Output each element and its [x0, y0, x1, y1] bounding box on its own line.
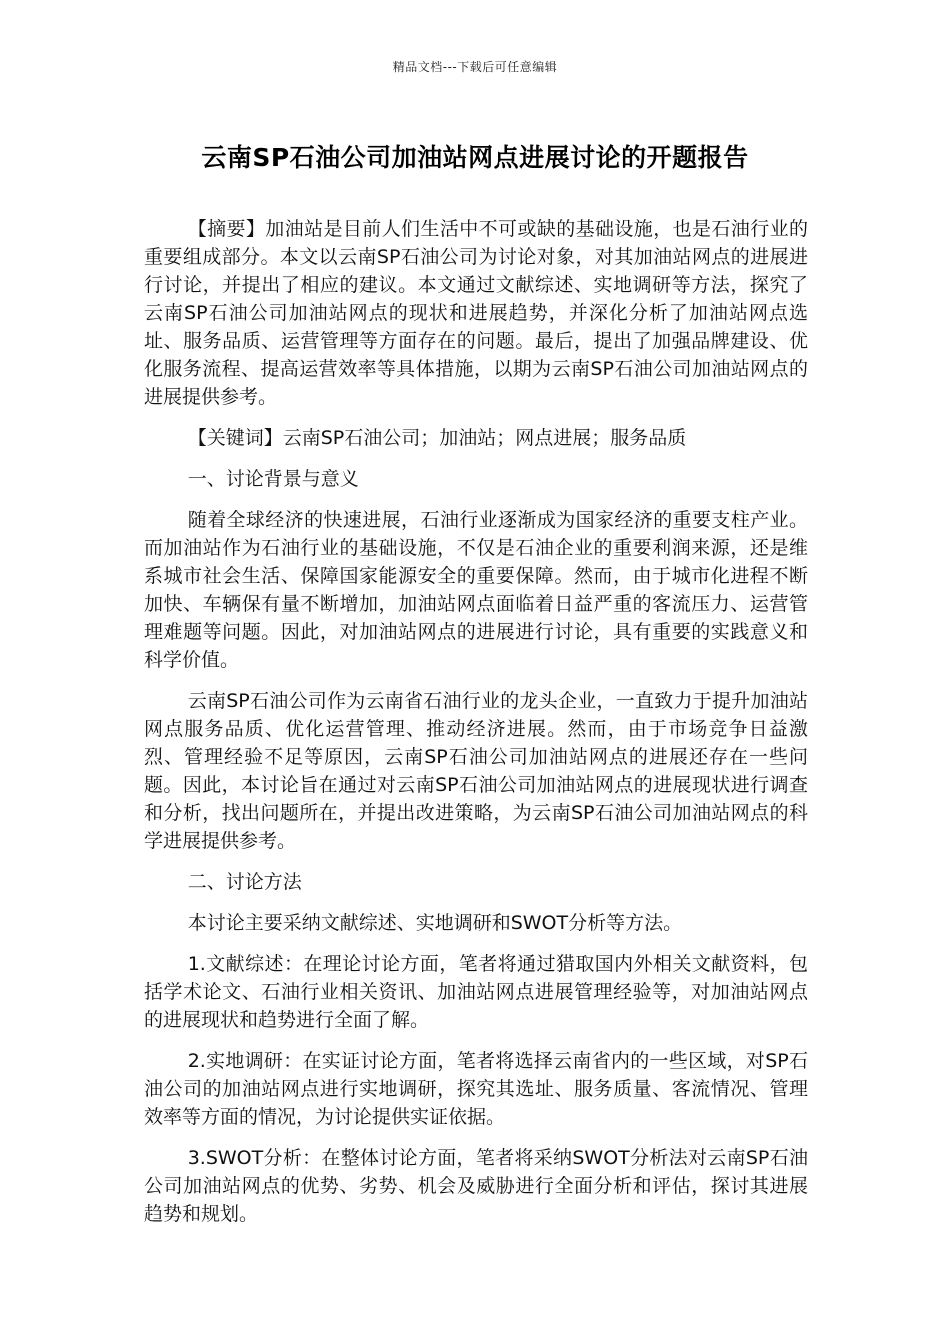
- section-heading-methods: 二、讨论方法: [187, 871, 302, 893]
- method-swot-paragraph: 3.SWOT分析：在整体讨论方面，笔者将采纳SWOT分析法对云南SP石油公司加油站网点的优势、劣势、机会及威胁进行全面分析和评估，探讨其进展趋势和规划。: [144, 1147, 808, 1225]
- background-paragraph-2: 云南SP石油公司作为云南省石油行业的龙头企业，一直致力于提升加油站网点服务品质、优化运营管理、推动经济进展。然而，由于市场竞争日益激烈、管理经验不足等原因，云南SP石油公司加油站网点的进展还存在一些问题。因此，本讨论旨在通过对云南SP石油公司加油站网点的进展现状进行调查和分析，找出问题所在，并提出改进策略，为云南SP石油公司加油站网点的科学进展提供参考。: [144, 690, 808, 852]
- method-literature-paragraph: 1.文献综述：在理论讨论方面，笔者将通过猎取国内外相关文献资料，包括学术论文、石油行业相关资讯、加油站网点进展管理经验等，对加油站网点的进展现状和趋势进行全面了解。: [144, 953, 808, 1031]
- keywords-paragraph: 【关键词】云南SP石油公司；加油站；网点进展；服务品质: [187, 427, 687, 449]
- section-heading-background: 一、讨论背景与意义: [187, 468, 359, 490]
- abstract-paragraph: 【摘要】加油站是目前人们生活中不可或缺的基础设施，也是石油行业的重要组成部分。本文以云南SP石油公司为讨论对象，对其加油站网点的进展进行讨论，并提出了相应的建议。本文通过文献综述、实地调研等方法，探究了云南SP石油公司加油站网点的现状和进展趋势，并深化分析了加油站网点选址、服务品质、运营管理等方面存在的问题。最后，提出了加强品牌建设、优化服务流程、提高运营效率等具体措施，以期为云南SP石油公司加油站网点的进展提供参考。: [144, 218, 808, 408]
- method-fieldwork-paragraph: 2.实地调研：在实证讨论方面，笔者将选择云南省内的一些区域，对SP石油公司的加油站网点进行实地调研，探究其选址、服务质量、客流情况、管理效率等方面的情况，为讨论提供实证依据。: [144, 1050, 808, 1128]
- methods-intro-paragraph: 本讨论主要采纳文献综述、实地调研和SWOT分析等方法。: [187, 912, 683, 934]
- document-title: 云南SP石油公司加油站网点进展讨论的开题报告: [201, 143, 749, 172]
- background-paragraph-1: 随着全球经济的快速进展，石油行业逐渐成为国家经济的重要支柱产业。而加油站作为石油行业的基础设施，不仅是石油企业的重要利润来源，还是维系城市社会生活、保障国家能源安全的重要保障。然而，由于城市化进程不断加快、车辆保有量不断增加，加油站网点面临着日益严重的客流压力、运营管理难题等问题。因此，对加油站网点的进展进行讨论，具有重要的实践意义和科学价值。: [144, 509, 808, 671]
- document-body: [144, 215, 808, 1241]
- page-header: 精品文档---下载后可任意编辑: [392, 60, 558, 74]
